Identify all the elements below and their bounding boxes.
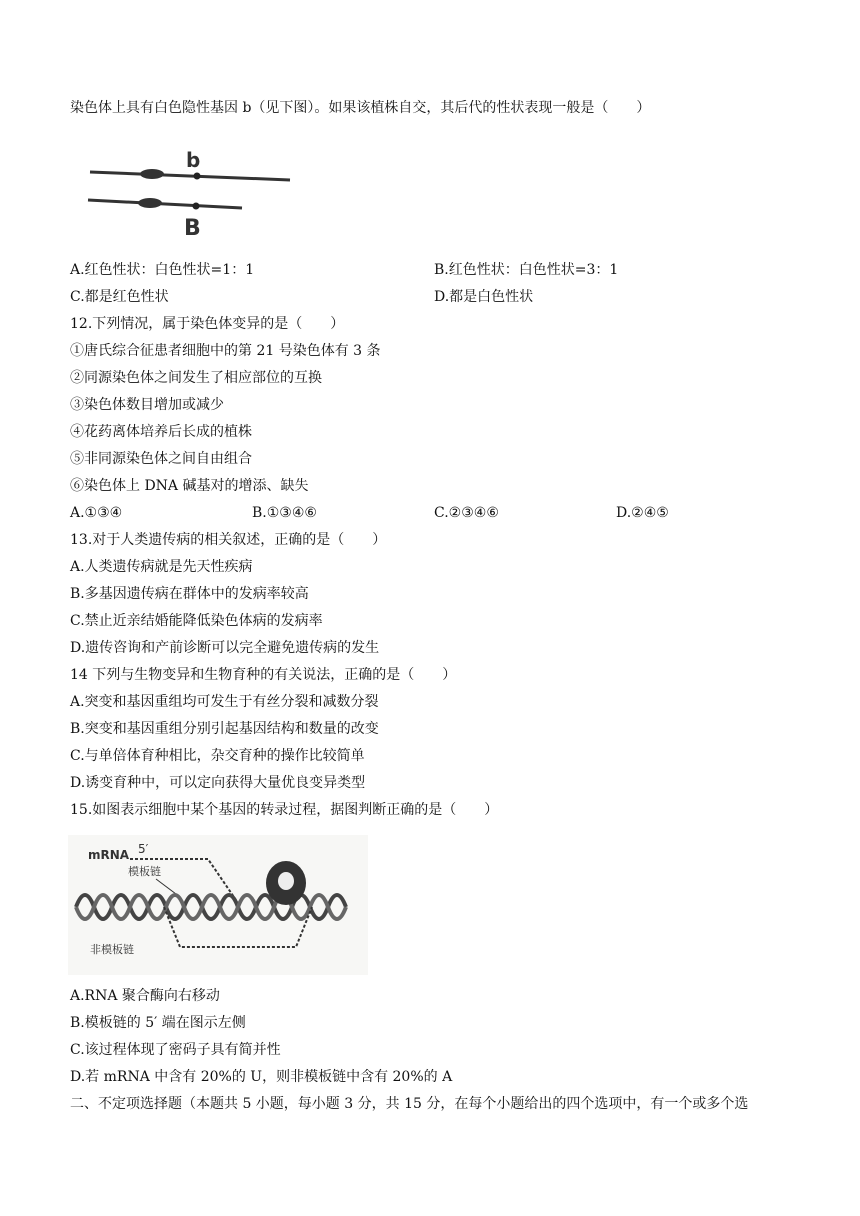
question-12-stem: 12.下列情况，属于染色体变异的是（ ） (70, 316, 345, 332)
q12-item-4: ④花药离体培养后长成的植株 (70, 424, 252, 440)
q15-option-d[interactable]: D.若 mRNA 中含有 20%的 U，则非模板链中含有 20%的 A (70, 1069, 453, 1085)
centromere-bottom (138, 198, 162, 208)
q12-item-2: ②同源染色体之间发生了相应部位的互换 (70, 370, 322, 386)
q13-option-a[interactable]: A.人类遗传病就是先天性疾病 (70, 559, 253, 575)
q13-option-d[interactable]: D.遗传咨询和产前诊断可以完全避免遗传病的发生 (70, 640, 380, 656)
question-11-stem: 染色体上具有白色隐性基因 b（见下图）。如果该植株自交，其后代的性状表现一般是（ ） (70, 100, 651, 116)
q15-option-b[interactable]: B.模板链的 5′ 端在图示左侧 (70, 1015, 246, 1031)
q13-option-c[interactable]: C.禁止近亲结婚能降低染色体病的发病率 (70, 613, 323, 629)
q12-item-5: ⑤非同源染色体之间自由组合 (70, 451, 252, 467)
locus-B (193, 203, 200, 210)
q14-option-a[interactable]: A.突变和基因重组均可发生于有丝分裂和减数分裂 (70, 694, 379, 710)
q12-option-a[interactable]: A.①③④ (70, 505, 123, 521)
q13-option-b[interactable]: B.多基因遗传病在群体中的发病率较高 (70, 586, 309, 602)
nontemplate-strand-label: 非模板链 (90, 943, 134, 956)
q12-item-1: ①唐氏综合征患者细胞中的第 21 号染色体有 3 条 (70, 343, 381, 359)
rna-polymerase-hole (278, 872, 294, 890)
locus-b (194, 173, 201, 180)
q14-option-d[interactable]: D.诱变育种中，可以定向获得大量优良变异类型 (70, 775, 366, 791)
question-15-stem: 15.如图表示细胞中某个基因的转录过程，据图判断正确的是（ ） (70, 802, 499, 818)
chromosome-line-top (90, 172, 290, 180)
five-prime-label: 5′ (138, 842, 149, 856)
question-14-stem: 14 下列与生物变异和生物育种的有关说法，正确的是（ ） (70, 667, 457, 683)
q15-option-c[interactable]: C.该过程体现了密码子具有简并性 (70, 1042, 281, 1058)
chromosome-line-bottom (88, 200, 242, 208)
section-2-heading: 二、不定项选择题（本题共 5 小题，每小题 3 分，共 15 分，在每个小题给出的四个选项中，有一个或多个选 (70, 1096, 749, 1112)
allele-b-label: b (186, 148, 201, 172)
chromosome-figure (80, 140, 300, 245)
q15-option-a[interactable]: A.RNA 聚合酶向右移动 (70, 988, 220, 1004)
q14-option-c[interactable]: C.与单倍体育种相比，杂交育种的操作比较简单 (70, 748, 365, 764)
q12-option-b[interactable]: B.①③④⑥ (252, 505, 317, 521)
allele-B-label: B (184, 216, 201, 241)
q11-option-b[interactable]: B.红色性状：白色性状=3：1 (434, 262, 619, 278)
q14-option-b[interactable]: B.突变和基因重组分别引起基因结构和数量的改变 (70, 721, 379, 737)
q11-option-a[interactable]: A.红色性状：白色性状=1：1 (70, 262, 255, 278)
question-13-stem: 13.对于人类遗传病的相关叙述，正确的是（ ） (70, 532, 387, 548)
q12-option-d[interactable]: D.②④⑤ (616, 505, 669, 521)
q11-option-d[interactable]: D.都是白色性状 (434, 289, 534, 305)
centromere-top (140, 169, 164, 179)
q12-item-6: ⑥染色体上 DNA 碱基对的增添、缺失 (70, 478, 309, 494)
q11-option-c[interactable]: C.都是红色性状 (70, 289, 169, 305)
q12-option-c[interactable]: C.②③④⑥ (434, 505, 499, 521)
mrna-label: mRNA (88, 848, 130, 862)
template-strand-label: 模板链 (128, 865, 161, 878)
transcription-figure (68, 835, 368, 975)
q12-item-3: ③染色体数目增加或减少 (70, 397, 224, 413)
